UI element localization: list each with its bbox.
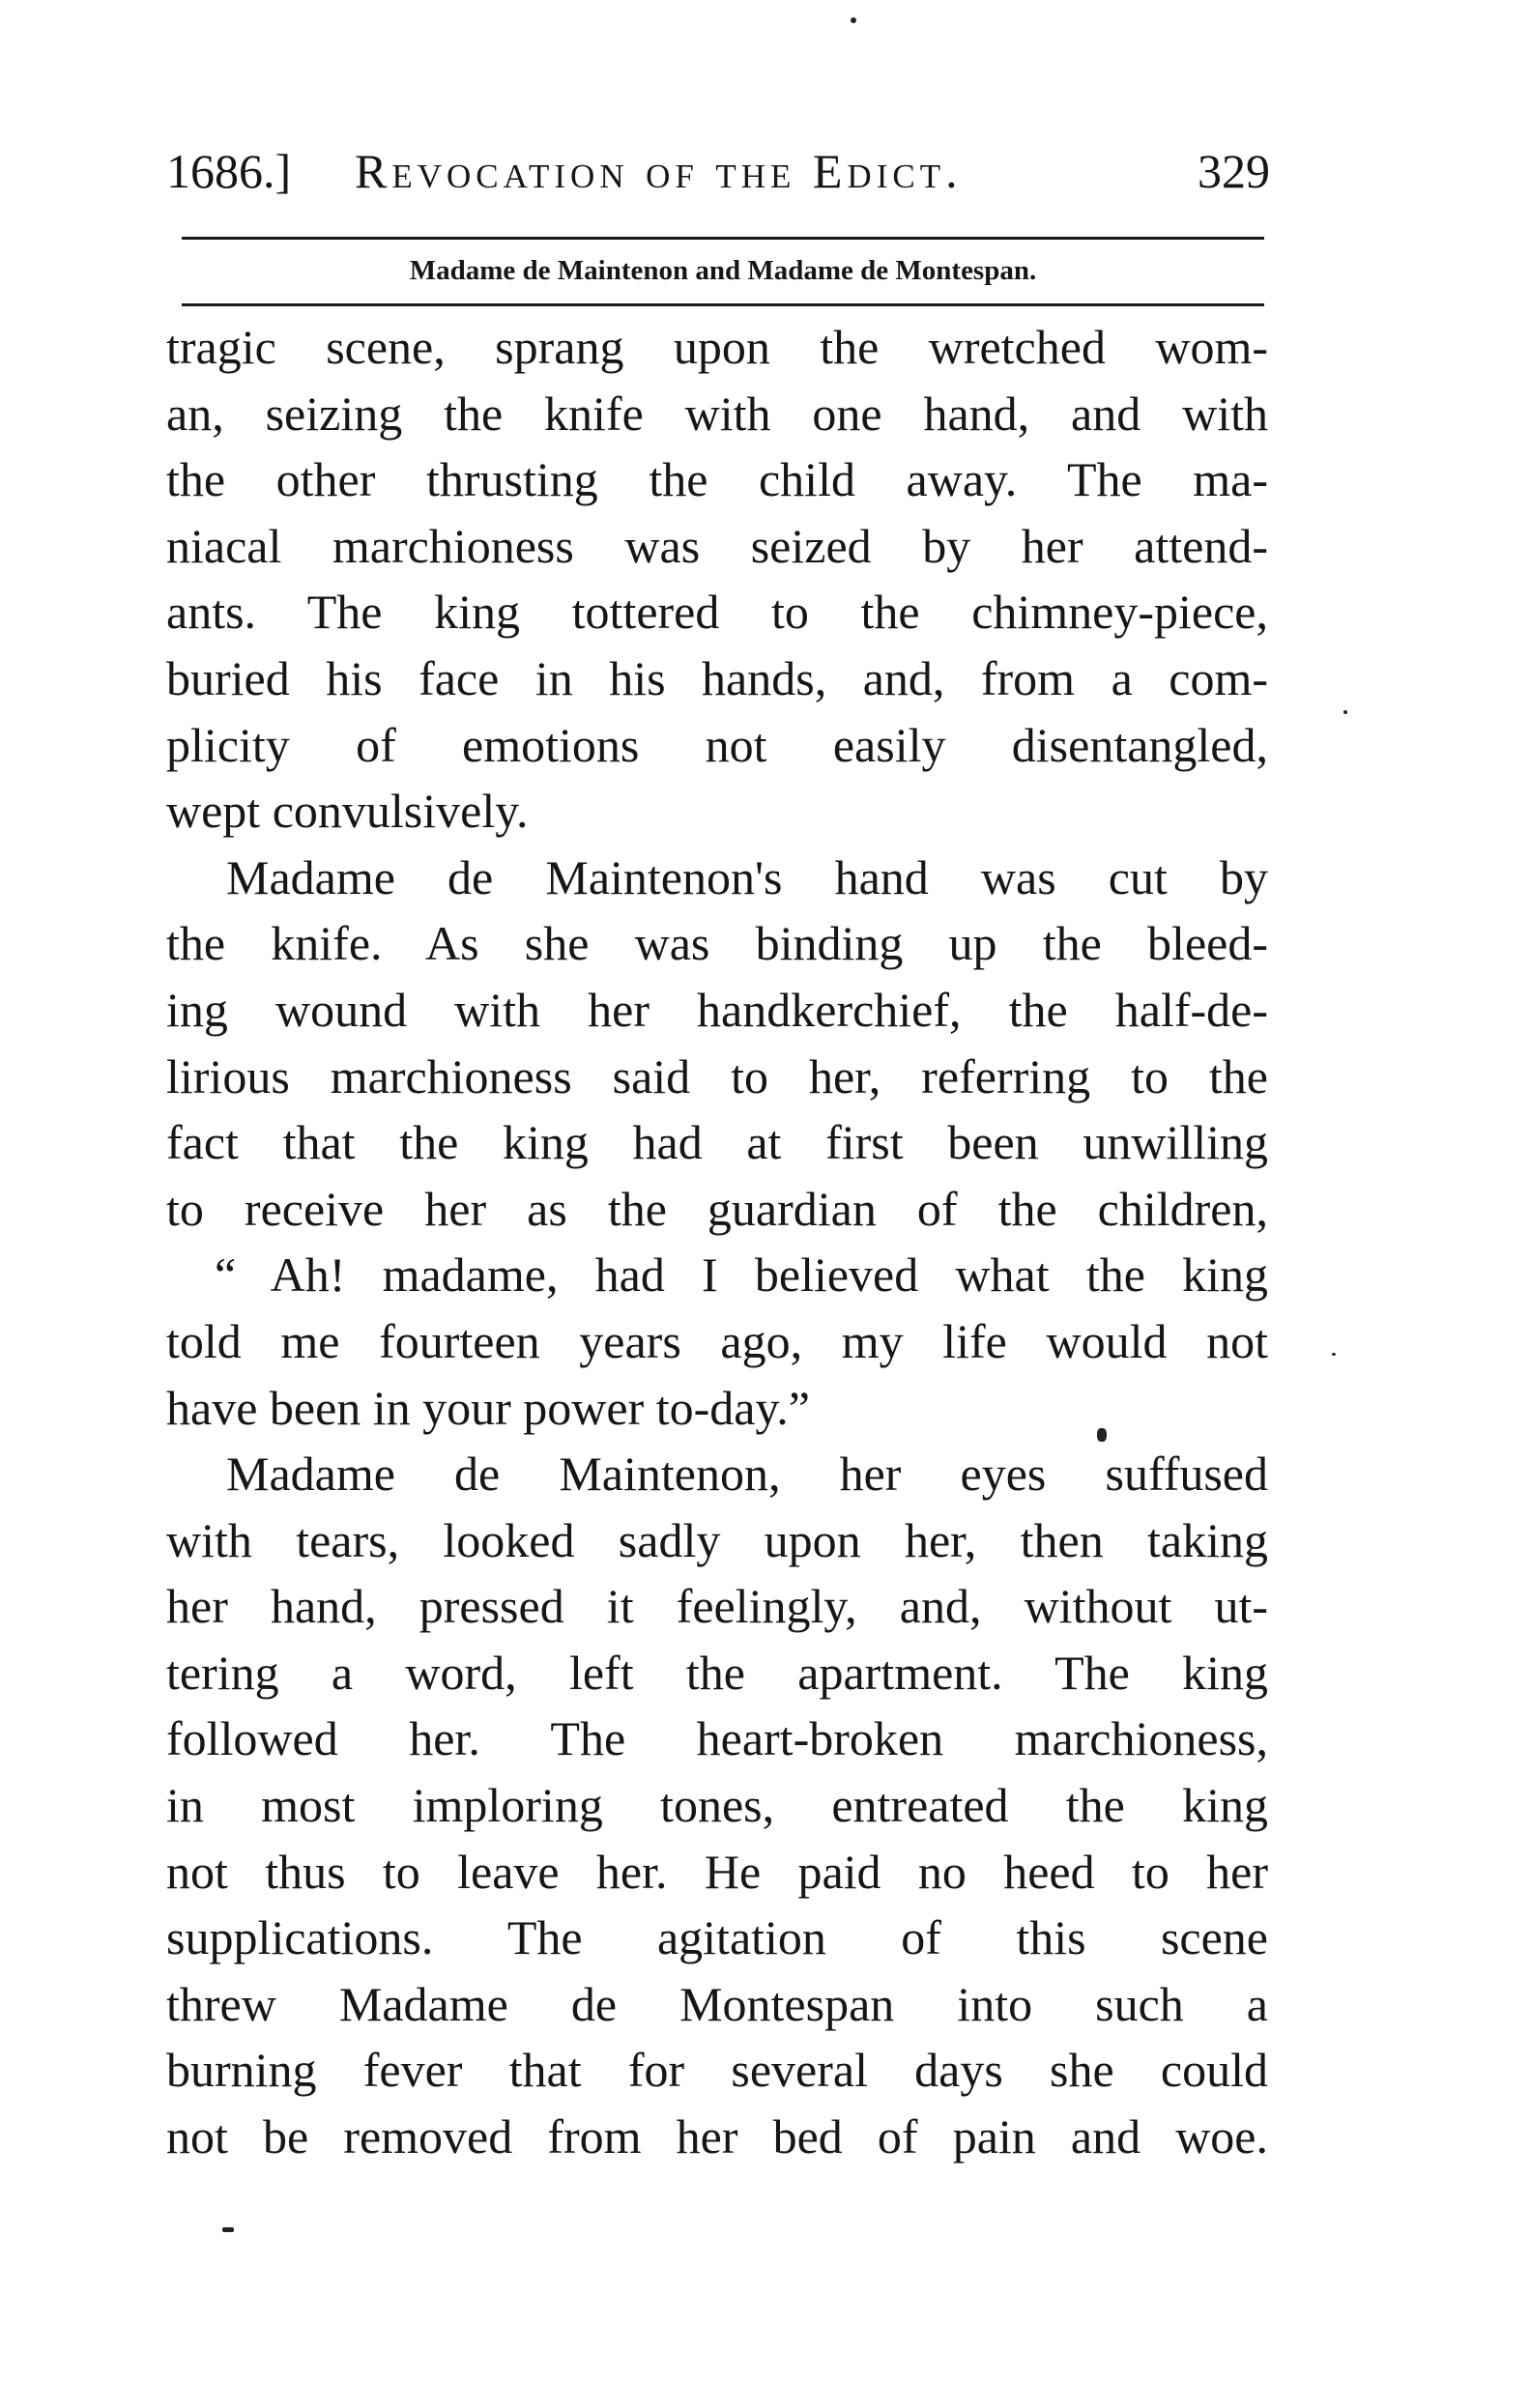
text-line: tering a word, left the apartment. The king: [166, 1645, 1268, 1700]
text-line: with tears, looked sadly upon her, then taking: [166, 1512, 1268, 1567]
text-line: an, seizing the knife with one hand, and with: [166, 386, 1268, 441]
header-rule-top: [182, 237, 1264, 240]
text-line: lirious marchioness said to her, referring to the: [166, 1048, 1268, 1104]
header-title: Revocation of the Edict.: [355, 144, 963, 198]
text-line: ing wound with her handkerchief, the half-de-: [166, 982, 1268, 1037]
paragraph-start-line: Madame de Maintenon, her eyes suffused: [226, 1447, 1268, 1502]
scan-speck: [1332, 1353, 1336, 1356]
text-line: tragic scene, sprang upon the wretched wom-: [166, 320, 1268, 374]
text-line: wept convulsively.: [166, 784, 529, 839]
text-line: have been in your power to-day.”: [166, 1380, 810, 1435]
running-head: [166, 137, 1278, 205]
scan-speck: [222, 2227, 234, 2232]
text-line: fact that the king had at first been unwilling: [166, 1115, 1268, 1170]
text-line: not thus to leave her. He paid no heed to her: [166, 1844, 1268, 1899]
text-line: the other thrusting the child away. The ma-: [166, 452, 1268, 507]
text-line: followed her. The heart-broken marchioness,: [166, 1711, 1268, 1766]
text-line: in most imploring tones, entreated the king: [166, 1778, 1268, 1833]
header-rule-bottom: [182, 303, 1264, 306]
header-year: 1686.]: [166, 144, 292, 198]
text-line: plicity of emotions not easily disentangled,: [166, 717, 1268, 772]
text-line: supplications. The agitation of this scene: [166, 1910, 1268, 1965]
text-line: buried his face in his hands, and, from a com-: [166, 650, 1268, 705]
paragraph-start-line: Madame de Maintenon's hand was cut by: [226, 849, 1268, 904]
quote-start-line: “ Ah! madame, had I believed what the king: [215, 1247, 1268, 1303]
text-line: told me fourteen years ago, my life would not: [166, 1313, 1268, 1368]
text-line: not be removed from her bed of pain and woe.: [166, 2109, 1268, 2164]
text-line: niacal marchioness was seized by her attend-: [166, 518, 1268, 573]
text-line: ants. The king tottered to the chimney-piece,: [166, 585, 1268, 640]
text-line: to receive her as the guardian of the children,: [166, 1181, 1268, 1236]
text-line: burning fever that for several days she could: [166, 2043, 1268, 2098]
section-subheading: Madame de Maintenon and Madame de Montespan.: [409, 255, 1037, 286]
page-number: 329: [1198, 144, 1270, 198]
scan-speck: [851, 17, 856, 23]
text-line: threw Madame de Montespan into such a: [166, 1976, 1268, 2031]
scan-speck: [1343, 710, 1347, 714]
scan-speck: [1097, 1428, 1107, 1442]
text-line: her hand, pressed it feelingly, and, without ut-: [166, 1579, 1268, 1634]
text-line: the knife. As she was binding up the bleed-: [166, 916, 1268, 971]
body-text: [166, 314, 1268, 2170]
